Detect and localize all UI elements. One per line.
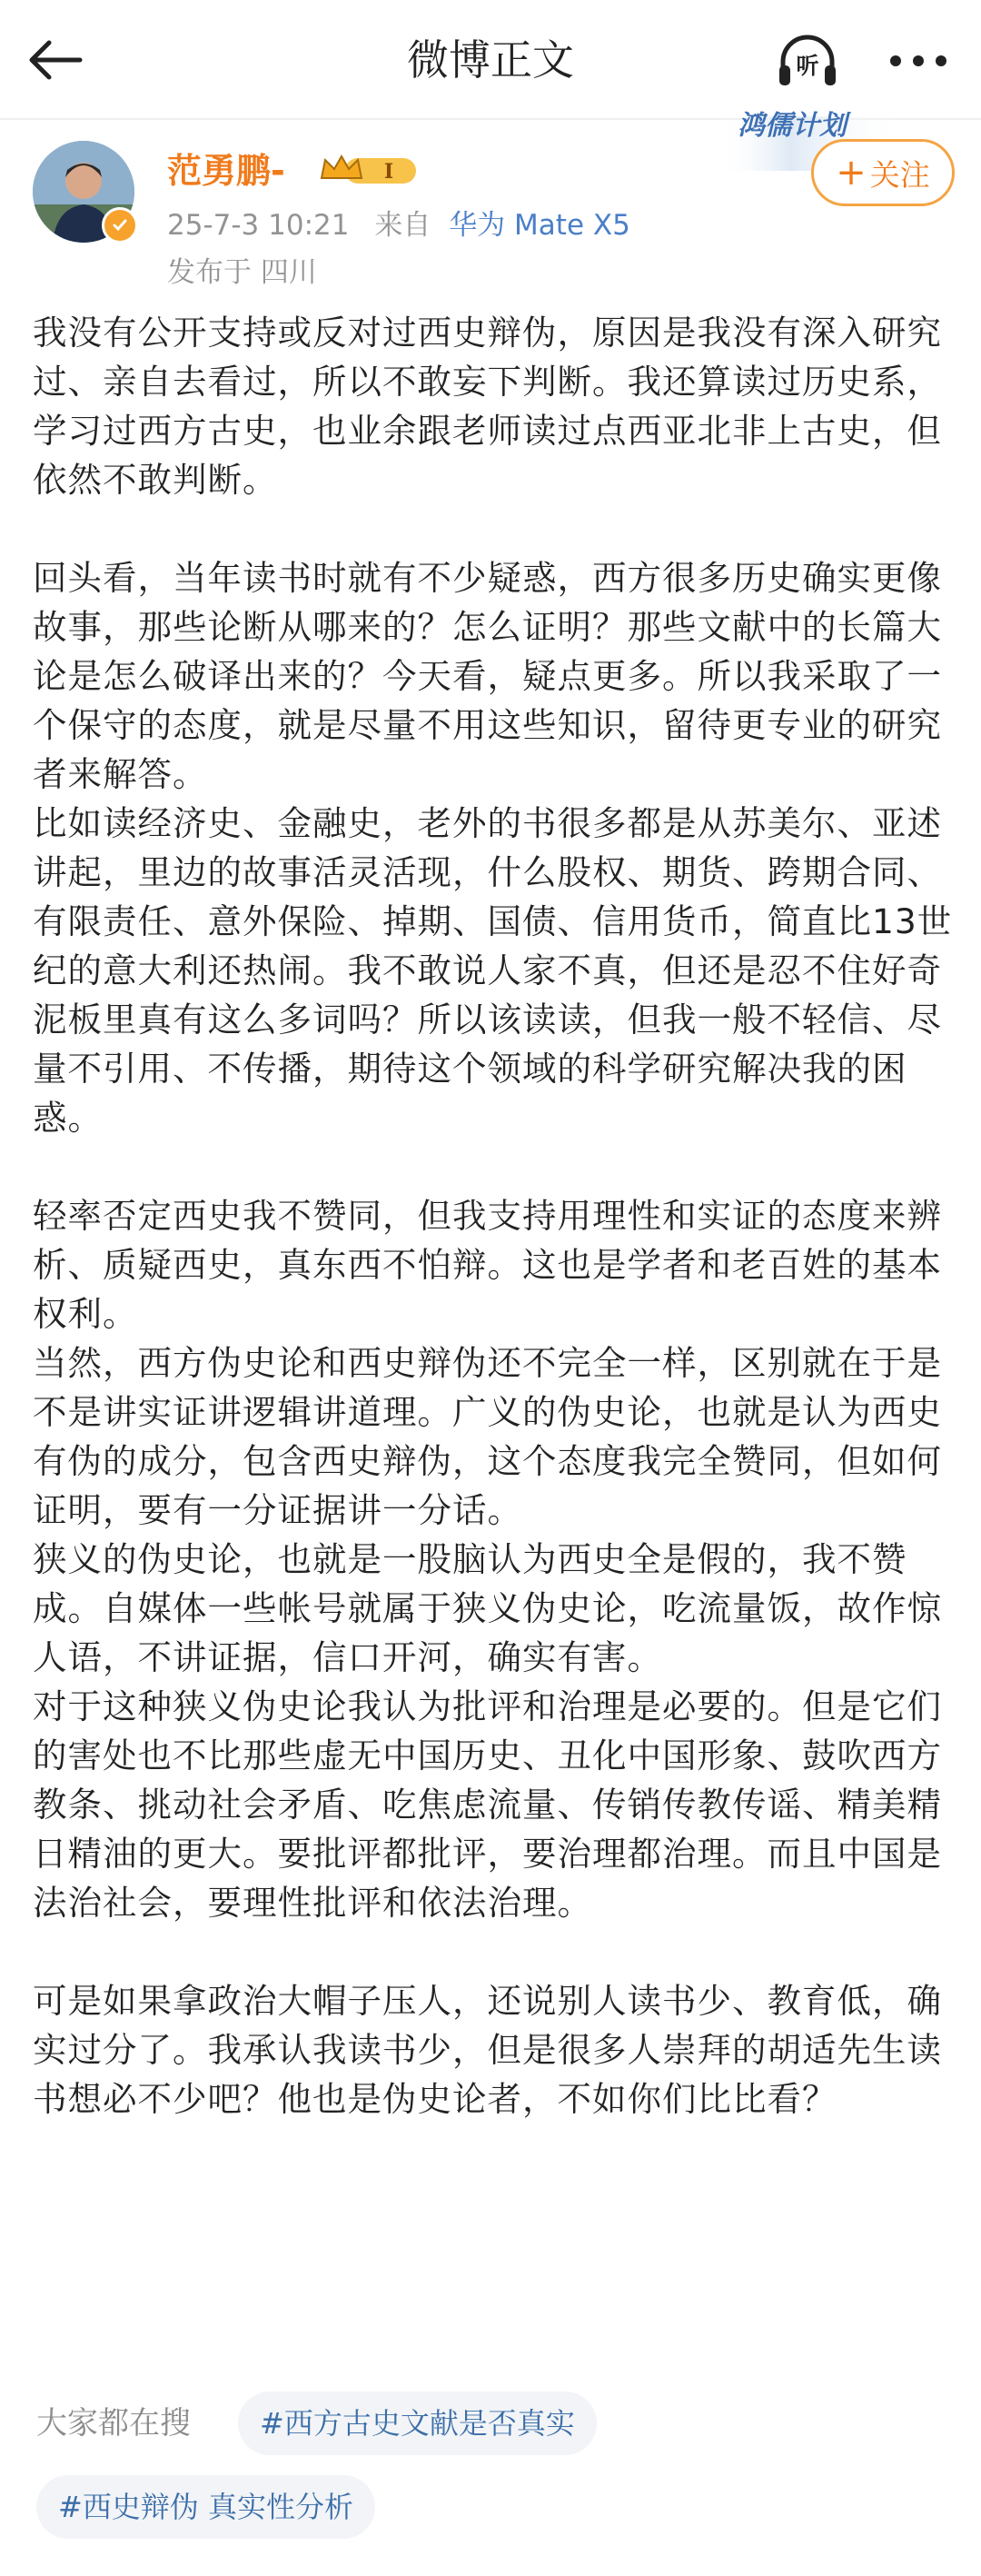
post-body bbox=[33, 308, 954, 2123]
post-location: 发布于 四川 bbox=[167, 256, 317, 289]
more-button[interactable] bbox=[885, 27, 952, 94]
top-nav-bar bbox=[0, 0, 981, 120]
listen-button[interactable] bbox=[774, 27, 841, 94]
hot-search-label: 大家都在搜 bbox=[36, 2405, 191, 2442]
post-device[interactable]: 华为 Mate X5 bbox=[449, 209, 630, 242]
post-meta bbox=[167, 204, 630, 247]
hot-search-tag[interactable]: #西方古史文献是否真实 bbox=[238, 2392, 597, 2455]
headphones-icon bbox=[776, 31, 839, 91]
post-time: 25-7-3 10:21 bbox=[167, 209, 350, 242]
post-paragraph: 我没有公开支持或反对过西史辩伪，原因是我没有深入研究过、亲自去看过，所以不敢妄下判断。我还算读过历史系，学习过西方古史，也业余跟老师读过点西亚北非上古史，但依然不敢判断。 bbox=[33, 313, 942, 500]
page-title: 微博正文 bbox=[407, 35, 574, 85]
rank-badge[interactable] bbox=[318, 151, 420, 191]
listen-label: 听 bbox=[796, 53, 819, 79]
post-paragraph: 回头看，当年读书时就有不少疑惑，西方很多历史确实更像故事，那些论断从哪来的？怎么证明？那些文献中的长篇大论是怎么破译出来的？今天看，疑点更多。所以我采取了一个保守的态度，就是尽量不用这些知识，留待更专业的研究者来解答。 bbox=[33, 558, 942, 794]
plus-icon: + bbox=[836, 152, 867, 194]
check-icon bbox=[111, 216, 129, 234]
follow-button[interactable] bbox=[811, 139, 955, 206]
post-source-prefix: 来自 bbox=[374, 209, 431, 242]
post-paragraph: 可是如果拿政治大帽子压人，还说别人读书少、教育低，确实过分了。我承认我读书少，但是很多人崇拜的胡适先生读书想必不少吧？他也是伪史论者，不如你们比比看？ bbox=[33, 1981, 942, 2119]
post-paragraph: 当然，西方伪史论和西史辩伪还不完全一样，区别就在于是不是讲实证讲逻辑讲道理。广义的伪史论，也就是认为西史有伪的成分，包含西史辩伪，这个态度我完全赞同，但如何证明，要有一分证据讲一分话。 bbox=[33, 1343, 942, 1530]
banner-text: 鸿儒计划 bbox=[738, 110, 847, 142]
post-paragraph: 对于这种狭义伪史论我认为批评和治理是必要的。但是它们的害处也不比那些虚无中国历史、丑化中国形象、鼓吹西方教条、挑动社会矛盾、吃焦虑流量、传销传教传谣、精美精日精油的更大。要批评都批评，要治理都治理。而且中国是法治社会，要理性批评和依法治理。 bbox=[33, 1686, 942, 1923]
post-paragraph: 比如读经济史、金融史，老外的书很多都是从苏美尔、亚述讲起，里边的故事活灵活现，什么股权、期货、跨期合同、有限责任、意外保险、掉期、国债、信用货币，简直比13世纪的意大利还热闹。我不敢说人家不真，但还是忍不住好奇泥板里真有这么多词吗？所以该读读，但我一般不轻信、尽量不引用、不传播，期待这个领域的科学研究解决我的困惑。 bbox=[33, 803, 953, 1138]
post-paragraph: 狭义的伪史论，也就是一股脑认为西史全是假的，我不赞成。自媒体一些帐号就属于狭义伪史论，吃流量饭，故作惊人语，不讲证据，信口开河，确实有害。 bbox=[33, 1539, 942, 1677]
author-name[interactable]: 范勇鹏- bbox=[167, 151, 285, 191]
rank-label: I bbox=[383, 160, 394, 184]
follow-label: 关注 bbox=[869, 156, 930, 193]
post-paragraph: 轻率否定西史我不赞同，但我支持用理性和实证的态度来辨析、质疑西史，真东西不怕辩。这也是学者和老百姓的基本权利。 bbox=[33, 1196, 942, 1334]
hot-search-tag[interactable]: #西史辩伪 真实性分析 bbox=[36, 2475, 375, 2539]
verified-badge bbox=[102, 207, 138, 244]
more-dots-icon bbox=[889, 55, 947, 67]
